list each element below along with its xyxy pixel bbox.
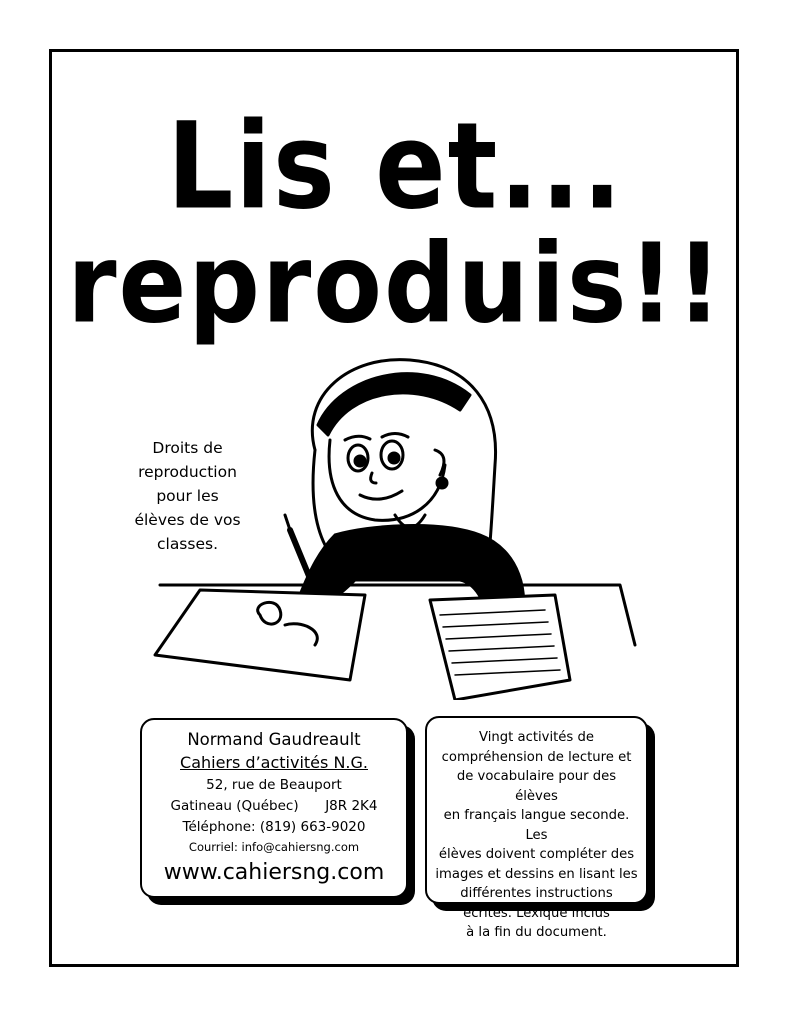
- title-line-2: reproduis!!: [67, 219, 724, 348]
- description-box: [425, 716, 648, 940]
- description-text: [427, 718, 646, 943]
- title-line-1: Lis et...: [167, 95, 624, 237]
- girl-drawing-illustration: [140, 355, 640, 700]
- author-name: Normand Gaudreault: [187, 730, 361, 749]
- rights-line: reproduction: [138, 463, 237, 481]
- description-line: Vingt activités de: [479, 730, 594, 745]
- face-outline: [329, 440, 445, 520]
- description-line: élèves doivent compléter des: [438, 847, 635, 862]
- email-line: [142, 840, 406, 854]
- description-line: images et dessins en lisant les: [435, 866, 638, 882]
- contact-box: [140, 718, 408, 898]
- rights-line: élèves de vos: [134, 511, 241, 529]
- description-line: compréhension de lecture et: [441, 749, 632, 765]
- postal-code: J8R 2K4: [325, 798, 378, 814]
- description-line: en français langue seconde. Les: [443, 808, 630, 843]
- city: Gatineau (Québec): [170, 798, 299, 814]
- city-line: [142, 796, 406, 817]
- left-paper: [155, 590, 365, 680]
- description-line: de vocabulaire pour des élèves: [456, 769, 617, 804]
- phone: Téléphone: (819) 663-9020: [182, 819, 366, 835]
- description-line: écrites. Lexique inclus: [463, 905, 610, 921]
- rights-line: classes.: [156, 535, 219, 553]
- email-label: Courriel:: [188, 840, 242, 854]
- smile: [360, 491, 402, 499]
- email-link[interactable]: info@cahiersng.com: [241, 840, 360, 854]
- right-paper: [430, 595, 570, 700]
- street-address: 52, rue de Beauport: [206, 777, 342, 793]
- headband: [318, 374, 470, 435]
- description-line: à la fin du document.: [466, 925, 607, 940]
- description-line: différentes instructions: [460, 886, 613, 901]
- rights-line: Droits de: [152, 439, 223, 457]
- company-name: Cahiers d’activités N.G.: [180, 753, 368, 772]
- rights-line: pour les: [156, 487, 219, 505]
- website-link[interactable]: www.cahiersng.com: [163, 860, 385, 885]
